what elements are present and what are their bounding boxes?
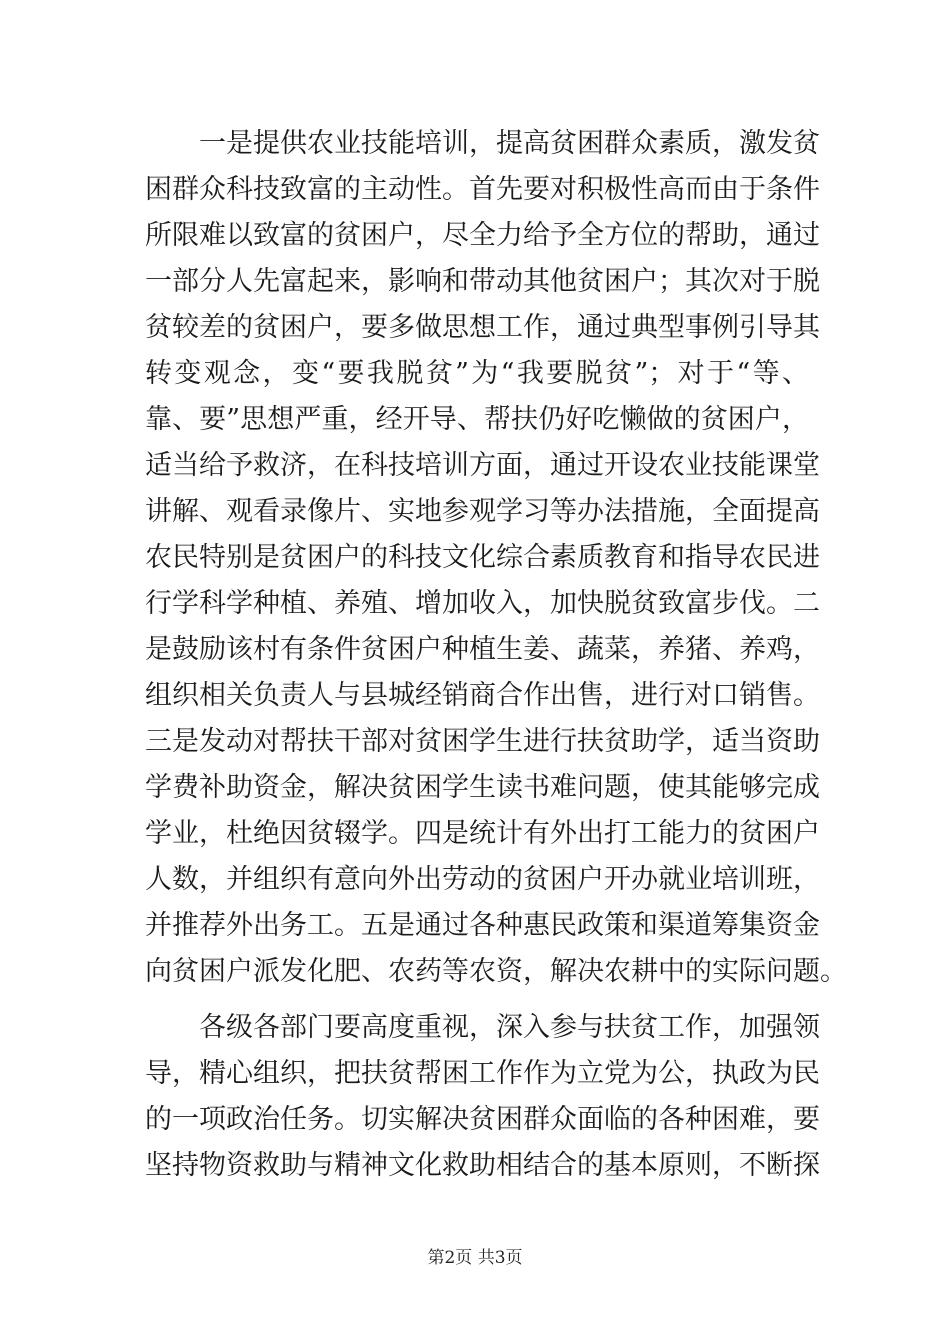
text-line: 学费补助资金，解决贫困学生读书难问题，使其能够完成 xyxy=(145,772,820,803)
paragraph-1 xyxy=(145,121,847,995)
text-line: 人数，并组织有意向外出劳动的贫困户开办就业培训班， xyxy=(145,864,820,895)
text-line: 讲解、观看录像片、实地参观学习等办法措施，全面提高 xyxy=(145,496,820,527)
text-line: 农民特别是贫困户的科技文化综合素质教育和指导农民进 xyxy=(145,542,820,573)
text-line: 的一项政治任务。切实解决贫困群众面临的各种困难，要 xyxy=(145,1104,820,1135)
text-line: 并推荐外出务工。五是通过各种惠民政策和渠道筹集资金 xyxy=(145,910,820,941)
document-body xyxy=(145,121,847,1189)
text-line: 困群众科技致富的主动性。首先要对积极性高而由于条件 xyxy=(145,174,820,205)
paragraph-2 xyxy=(145,1005,820,1189)
text-line: 组织相关负责人与县城经销商合作出售，进行对口销售。 xyxy=(145,680,820,711)
text-line: 是鼓励该村有条件贫困户种植生姜、蔬菜，养猪、养鸡， xyxy=(145,634,820,665)
text-line: 三是发动对帮扶干部对贫困学生进行扶贫助学，适当资助 xyxy=(145,726,820,757)
text-line: 转变观念，变“要我脱贫”为“我要脱贫”；对于“等、 xyxy=(145,358,809,389)
text-line: 行学科学种植、养殖、增加收入，加快脱贫致富步伐。二 xyxy=(145,588,820,619)
text-line: 所限难以致富的贫困户，尽全力给予全方位的帮助，通过 xyxy=(145,220,820,251)
text-line: 各级各部门要高度重视，深入参与扶贫工作，加强领 xyxy=(145,1012,820,1043)
text-line: 一部分人先富起来，影响和带动其他贫困户；其次对于脱 xyxy=(145,266,820,297)
text-line: 一是提供农业技能培训，提高贫困群众素质，激发贫 xyxy=(145,128,820,159)
text-line: 学业，杜绝因贫辍学。四是统计有外出打工能力的贫困户 xyxy=(145,818,820,849)
text-line: 靠、要”思想严重，经开导、帮扶仍好吃懒做的贫困户， xyxy=(145,404,809,435)
text-line: 向贫困户派发化肥、农药等农资，解决农耕中的实际问题。 xyxy=(145,956,847,987)
text-line: 坚持物资救助与精神文化救助相结合的基本原则，不断探 xyxy=(145,1150,820,1181)
page-footer: 第2页 共3页 xyxy=(427,1248,523,1268)
text-line: 导，精心组织，把扶贫帮困工作作为立党为公，执政为民 xyxy=(145,1058,820,1089)
text-line: 适当给予救济，在科技培训方面，通过开设农业技能课堂 xyxy=(145,450,820,481)
text-line: 贫较差的贫困户，要多做思想工作，通过典型事例引导其 xyxy=(145,312,820,343)
